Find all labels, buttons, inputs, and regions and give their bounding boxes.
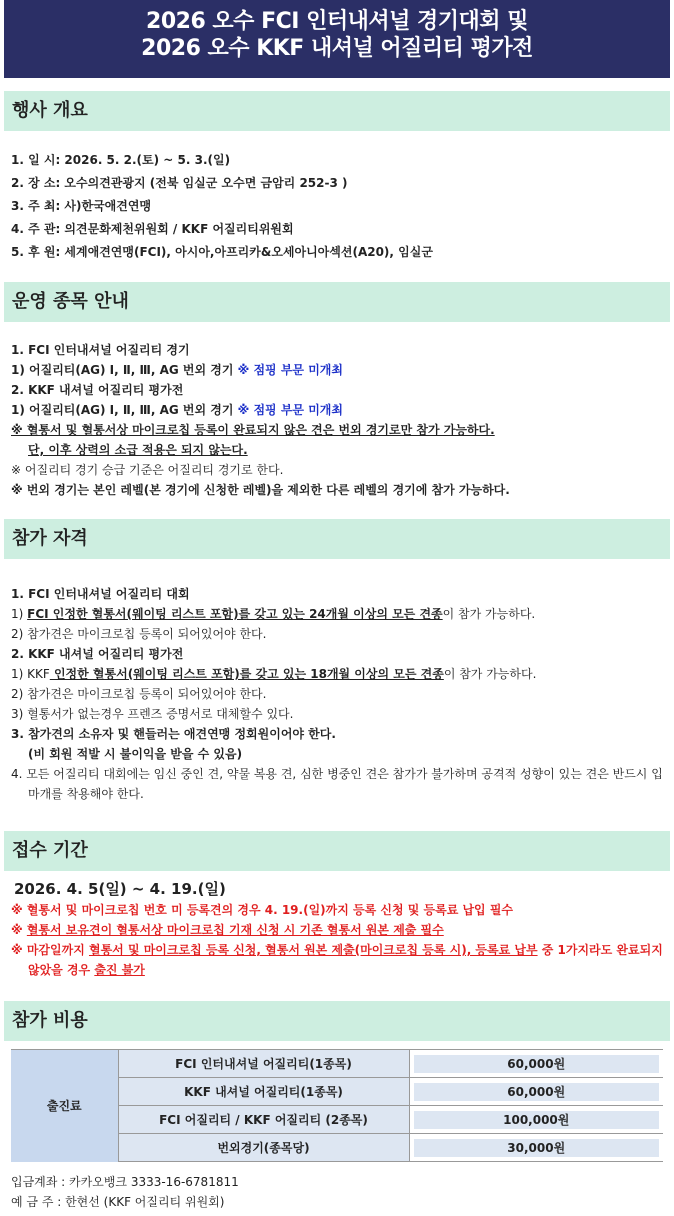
fee-amount (409, 1134, 663, 1162)
eligibility-line: 2) 참가견은 마이크로칩 등록이 되어있어야 한다. (11, 627, 267, 641)
eligibility-line (11, 664, 667, 684)
fee-amount-text: 60,000원 (414, 1055, 660, 1073)
reception-note-text: ※ (11, 923, 27, 937)
events-line: 1. FCI 인터내셔널 어질리티 경기 (11, 343, 190, 357)
reception-period: 2026. 4. 5(일) ~ 4. 19.(일) (14, 880, 226, 898)
fee-table (11, 1049, 663, 1162)
fee-amount (409, 1078, 663, 1106)
title-line-1: 2026 오수 FCI 인터내셔널 경기대회 및 (146, 9, 528, 34)
title-banner (4, 0, 670, 78)
eligibility-line: 3. 참가견의 소유자 및 핸들러는 애견연맹 정회원이어야 한다. (11, 727, 336, 741)
events-list (11, 340, 667, 500)
title-line-2: 2026 오수 KKF 내셔널 어질리티 평가전 (141, 36, 533, 61)
reception-note-emphasis: 출진 불가 (94, 963, 145, 977)
events-line-text: 1) 어질리티(AG) Ⅰ, Ⅱ, Ⅲ, AG 번외 경기 (11, 363, 238, 377)
fee-amount-text: 100,000원 (414, 1111, 660, 1129)
events-line: ※ 번외 경기는 본인 레벨(본 경기에 신청한 레벨)을 제외한 다른 레벨의 경기에 참가 가능하다. (11, 483, 510, 497)
section-heading-events: 운영 종목 안내 (4, 282, 670, 322)
eligibility-line: 2. KKF 내셔널 어질리티 평가전 (11, 647, 184, 661)
fee-category: KKF 내셔널 어질리티(1종목) (118, 1078, 409, 1106)
payment-info (11, 1172, 239, 1212)
eligibility-text: 이 참가 가능하다. (443, 667, 537, 681)
overview-list (11, 149, 667, 264)
events-line-text: 1) 어질리티(AG) Ⅰ, Ⅱ, Ⅲ, AG 번외 경기 (11, 403, 238, 417)
table-row (11, 1050, 663, 1078)
reception-note-emphasis: 혈통서 보유견이 혈통서상 마이크로칩 기재 신청 시 기존 혈통서 원본 제출 필수 (26, 923, 444, 937)
bank-account: 입금계좌 : 카카오뱅크 3333-16-6781811 (11, 1175, 239, 1189)
account-holder: 예 금 주 : 한현선 (KKF 어질리티 위원회) (11, 1195, 225, 1209)
eligibility-line: (비 회원 적발 시 불이익을 받을 수 있음) (28, 747, 243, 761)
overview-item: 1. 일 시: 2026. 5. 2.(토) ~ 5. 3.(일) (11, 153, 231, 167)
eligibility-emphasis: 인정한 혈통서(웨이팅 리스트 포함)를 갖고 있는 18개월 이상의 모든 견종 (49, 667, 444, 681)
overview-item: 2. 장 소: 오수의견관광지 (전북 임실군 오수면 금암리 252-3 ) (11, 176, 348, 190)
eligibility-emphasis: FCI 인정한 혈통서(웨이팅 리스트 포함)를 갖고 있는 24개월 이상의 모든 견종 (27, 607, 443, 621)
events-line (11, 400, 667, 420)
overview-item: 4. 주 관: 의견문화제천위원회 / KKF 어질리티위원회 (11, 222, 294, 236)
overview-item: 3. 주 최: 사)한국애견연맹 (11, 199, 152, 213)
eligibility-line: 3) 혈통서가 없는경우 프렌즈 증명서로 대체할수 있다. (11, 707, 294, 721)
fee-label: 출진료 (11, 1050, 118, 1162)
events-note: ※ 점핑 부문 미개최 (237, 403, 343, 417)
section-heading-reception: 접수 기간 (4, 831, 670, 871)
reception-note-text: ※ 마감일까지 (11, 943, 89, 957)
fee-amount-text: 30,000원 (414, 1139, 660, 1157)
eligibility-line: 1. FCI 인터내셔널 어질리티 대회 (11, 587, 190, 601)
section-heading-overview: 행사 개요 (4, 91, 670, 131)
fee-amount (409, 1106, 663, 1134)
fee-category: FCI 인터내셔널 어질리티(1종목) (118, 1050, 409, 1078)
events-line: ※ 어질리티 경기 승급 기준은 어질리티 경기로 한다. (11, 463, 284, 477)
eligibility-text: 1) KKF (11, 667, 50, 681)
eligibility-text: 이 참가 가능하다. (442, 607, 536, 621)
eligibility-text: 1) (11, 607, 28, 621)
section-heading-eligibility: 참가 자격 (4, 519, 670, 559)
fee-category: 번외경기(종목당) (118, 1134, 409, 1162)
reception-note-text: 중 1가지라도 완료되지 않았을 경우 (28, 943, 663, 977)
fee-amount (409, 1050, 663, 1078)
reception-note: ※ 혈통서 및 마이크로칩 번호 미 등록견의 경우 4. 19.(일)까지 등록 신청 및 등록료 납입 필수 (11, 903, 514, 917)
events-line: 단, 이후 상력의 소급 적용은 되지 않는다. (28, 443, 248, 457)
reception-note-emphasis: 혈통서 및 마이크로칩 등록 신청, 혈통서 원본 제출(마이크로칩 등록 시), 등록료 납부 (88, 943, 538, 957)
section-heading-fees: 참가 비용 (4, 1001, 670, 1041)
reception-note (11, 920, 667, 940)
reception-note (11, 940, 667, 980)
fee-category: FCI 어질리티 / KKF 어질리티 (2종목) (118, 1106, 409, 1134)
events-line: 2. KKF 내셔널 어질리티 평가전 (11, 383, 184, 397)
events-line: ※ 혈통서 및 혈통서상 마이크로칩 등록이 완료되지 않은 견은 번외 경기로만 참가 가능하다. (11, 423, 495, 437)
fee-amount-text: 60,000원 (414, 1083, 660, 1101)
events-line (11, 360, 667, 380)
events-note: ※ 점핑 부문 미개최 (237, 363, 343, 377)
eligibility-line (11, 604, 667, 624)
eligibility-line: 4. 모든 어질리티 대회에는 임신 중인 견, 약물 복용 견, 심한 병중인 견은 참가가 불가하며 공격적 성향이 있는 견은 반드시 입마개를 착용해야 한다. (11, 767, 663, 801)
eligibility-line: 2) 참가견은 마이크로칩 등록이 되어있어야 한다. (11, 687, 267, 701)
reception-block (11, 878, 667, 980)
eligibility-list (11, 584, 667, 804)
overview-item: 5. 후 원: 세계애견연맹(FCI), 아시아,아프리카&오세아니아섹션(A20), 임실군 (11, 245, 433, 259)
